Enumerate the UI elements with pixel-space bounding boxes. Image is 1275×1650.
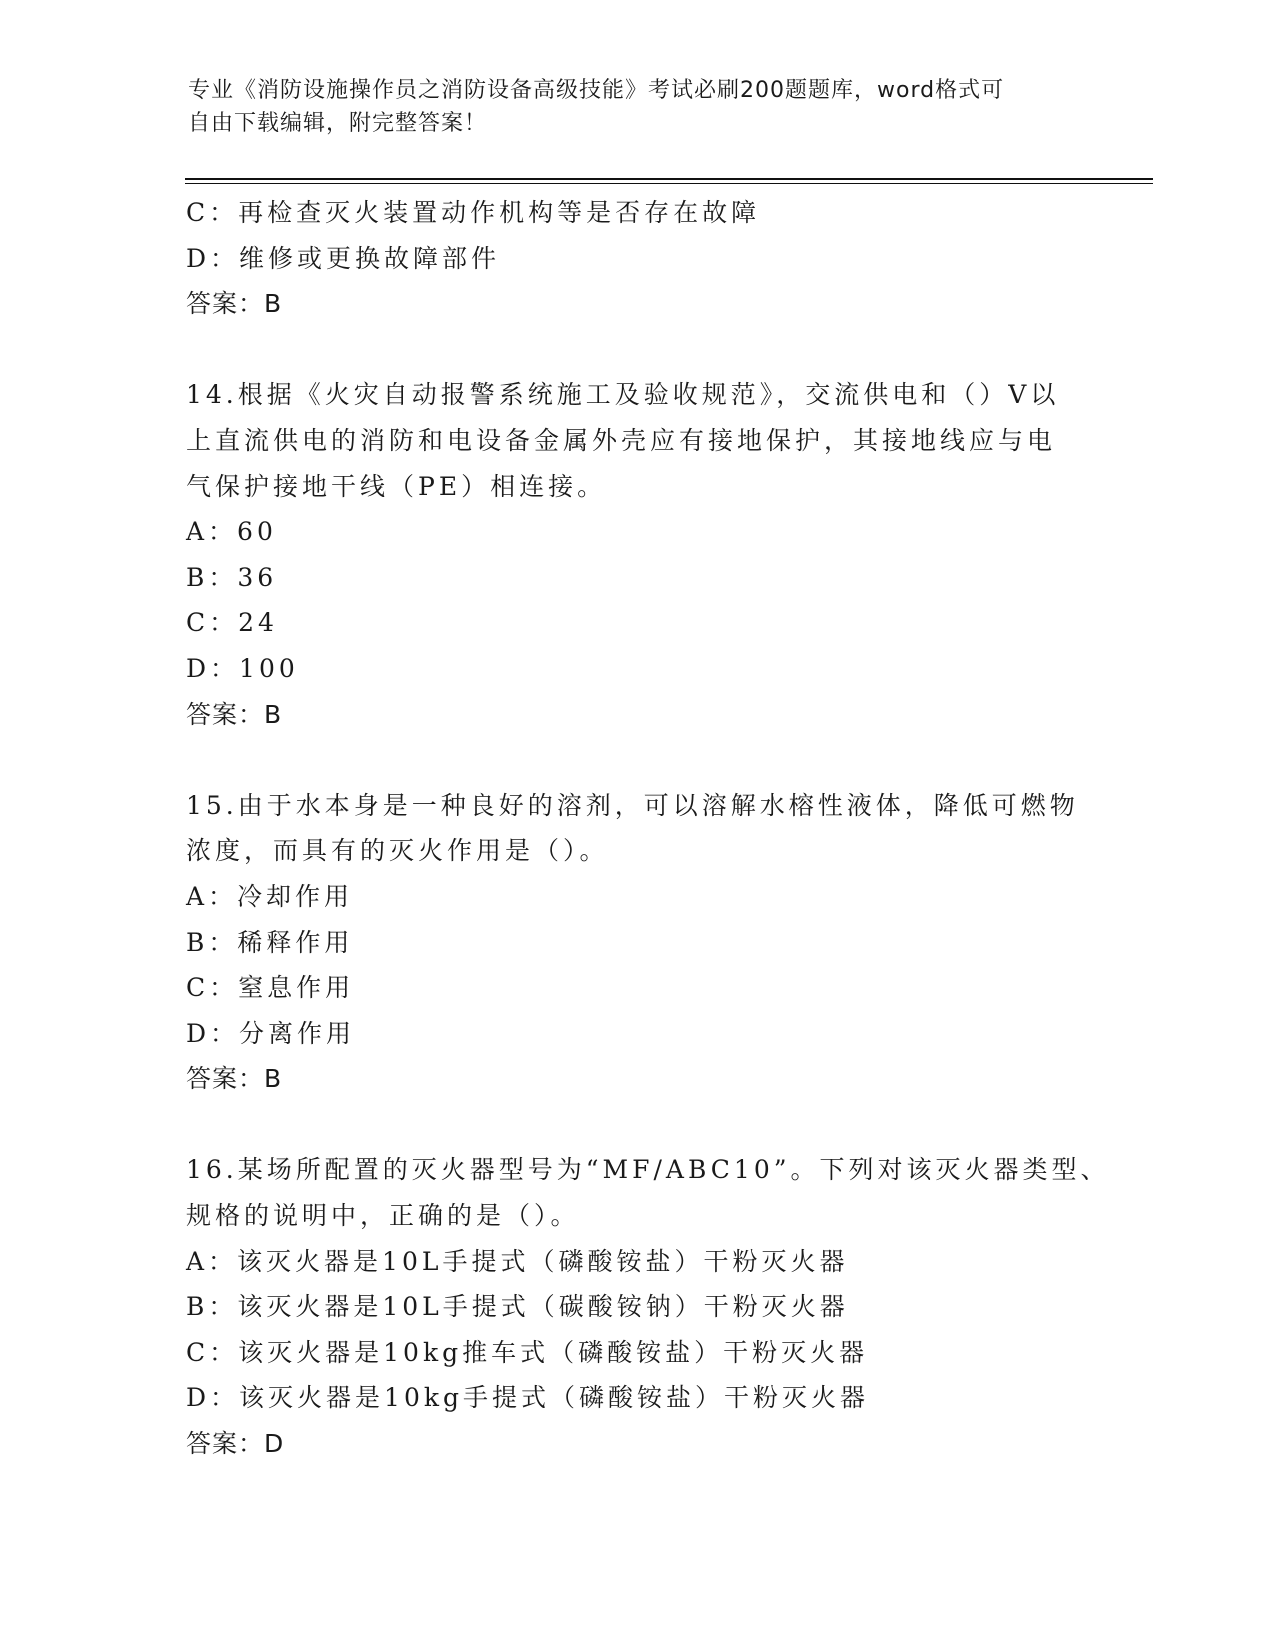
header-line-1: 专业《消防设施操作员之消防设备高级技能》考试必刷200题题库，word格式可 — [188, 78, 1005, 103]
question-stem-line: 14.根据《火灾自动报警系统施工及验收规范》，交流供电和（）V以 — [186, 380, 1060, 410]
question-stem-line: 16.某场所配置的灭火器型号为“MF/ABC10”。下列对该灭火器类型、 — [186, 1155, 1110, 1185]
option-c: C：窒息作用 — [186, 973, 355, 1003]
option-b: B：该灭火器是10L手提式（碳酸铵钠）干粉灭火器 — [186, 1292, 849, 1322]
question-14 — [186, 372, 1086, 737]
option-a: A：冷却作用 — [186, 881, 354, 911]
option-d: D：分离作用 — [186, 1018, 356, 1048]
header-rule-thin — [185, 183, 1153, 184]
question-13-tail — [186, 190, 1086, 327]
answer-label: 答案：D — [186, 1429, 285, 1459]
question-15 — [186, 783, 1086, 1102]
question-stem-line: 规格的说明中，正确的是（）。 — [186, 1201, 580, 1231]
option-a: A：该灭火器是10L手提式（磷酸铵盐）干粉灭火器 — [186, 1246, 849, 1276]
option-c: C：再检查灭火装置动作机构等是否存在故障 — [186, 198, 761, 227]
option-d: D：100 — [186, 653, 299, 683]
option-c: C：该灭火器是10kg推车式（磷酸铵盐）干粉灭火器 — [186, 1337, 869, 1367]
spacer — [186, 737, 1086, 783]
question-stem-line: 气保护接地干线（PE）相连接。 — [186, 471, 607, 501]
answer-label: 答案：B — [186, 289, 283, 319]
question-16 — [186, 1147, 1110, 1466]
option-b: B：36 — [186, 562, 278, 592]
question-stem-line: 15.由于水本身是一种良好的溶剂，可以溶解水榕性液体，降低可燃物 — [186, 790, 1079, 820]
option-b: B：稀释作用 — [186, 927, 354, 957]
option-c: C：24 — [186, 608, 278, 638]
header-rule-thick — [185, 178, 1153, 180]
answer-label: 答案：B — [186, 1064, 283, 1094]
question-stem-line: 浓度，而具有的灭火作用是（）。 — [186, 836, 609, 866]
page-header — [188, 74, 1068, 140]
question-stem-line: 上直流供电的消防和电设备金属外壳应有接地保护，其接地线应与电 — [186, 425, 1057, 455]
spacer — [186, 327, 1086, 373]
question-list — [186, 190, 1110, 1467]
header-line-2: 自由下载编辑，附完整答案！ — [188, 111, 488, 136]
answer-label: 答案：B — [186, 699, 283, 729]
option-d: D：该灭火器是10kg手提式（磷酸铵盐）干粉灭火器 — [186, 1383, 870, 1413]
option-d: D：维修或更换故障部件 — [186, 243, 501, 273]
spacer — [186, 1102, 1086, 1148]
option-a: A：60 — [186, 517, 277, 547]
